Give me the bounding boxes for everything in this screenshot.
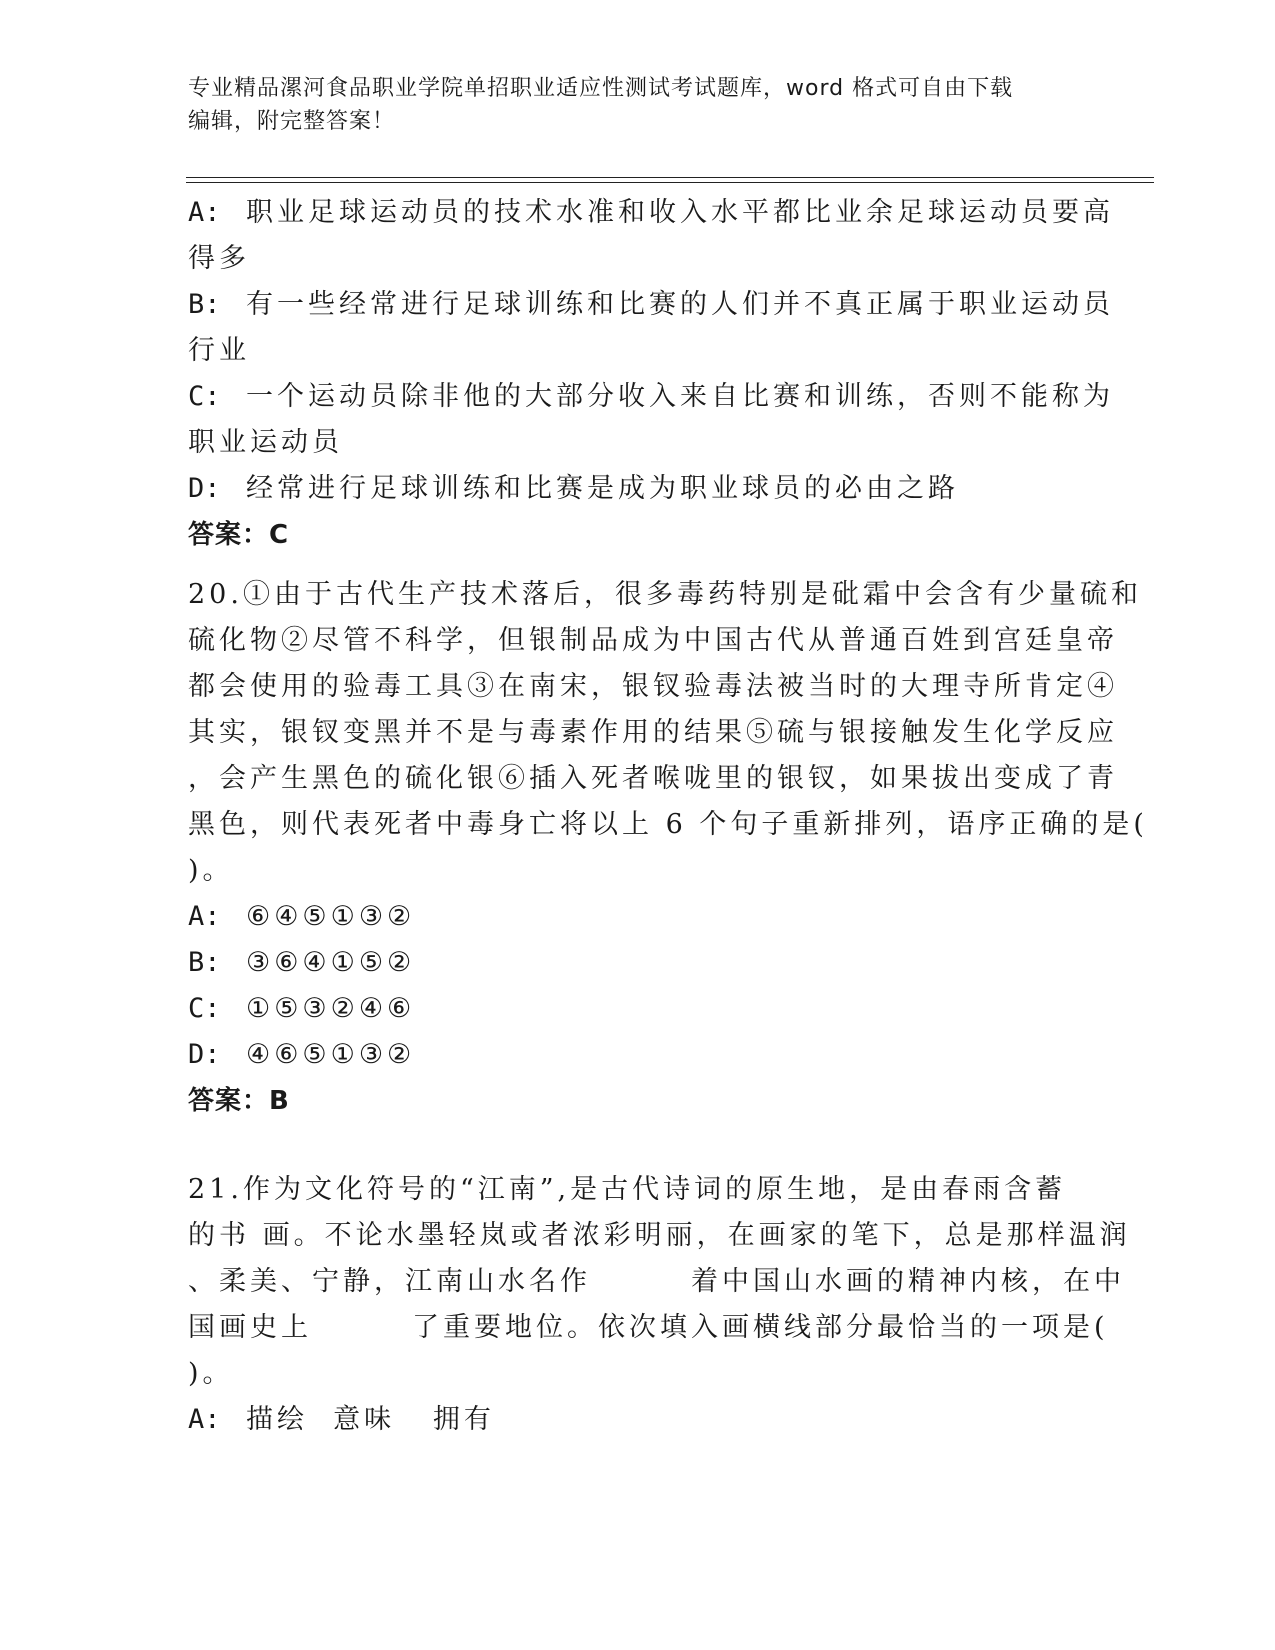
option-a (188, 190, 1114, 236)
answer-line: 答案：C (188, 520, 290, 550)
option-letter: A: (188, 901, 221, 932)
question-text-segment: 着中国山水画的精神内核，在中 (691, 1266, 1125, 1297)
question-text-line: )。 (188, 855, 234, 886)
question-19 (188, 190, 1114, 558)
option-a-text-2: 得多 (188, 243, 250, 274)
option-a-text: ⑥④⑤①③② (246, 901, 416, 932)
question-text-line: 都会使用的验毒工具③在南宋，银钗验毒法被当时的大理寺所肯定④ (188, 671, 1118, 702)
option-letter: B: (188, 947, 221, 978)
option-letter: D: (188, 1039, 221, 1070)
option-c-text-1: 一个运动员除非他的大部分收入来自比赛和训练，否则不能称为 (246, 381, 1114, 412)
option-a-text: 描绘 意味 拥有 (246, 1404, 495, 1435)
option-d (188, 466, 1088, 512)
option-b (188, 940, 1088, 986)
option-letter: B: (188, 289, 221, 320)
option-letter: C: (188, 381, 221, 412)
option-a (188, 894, 1088, 940)
option-a-text-1: 职业足球运动员的技术水准和收入水平都比业余足球运动员要高 (246, 197, 1114, 228)
option-c-text: ①⑤③②④⑥ (246, 993, 416, 1024)
option-b-text-1: 有一些经常进行足球训练和比赛的人们并不真正属于职业运动员 (246, 289, 1114, 320)
header-rule-top (186, 177, 1154, 178)
option-c (188, 986, 1088, 1032)
option-b (188, 282, 1114, 328)
question-text-line: 硫化物②尽管不科学，但银制品成为中国古代从普通百姓到宫廷皇帝 (188, 625, 1118, 656)
question-20 (188, 572, 1148, 1124)
question-text-line (188, 1259, 1125, 1305)
question-text-line: 其实，银钗变黑并不是与毒素作用的结果⑤硫与银接触发生化学反应 (188, 717, 1118, 748)
option-a (188, 1397, 1088, 1443)
question-text-segment: 了重要地位。依次填入画横线部分最恰当的一项是( (412, 1312, 1109, 1343)
option-d-text: 经常进行足球训练和比赛是成为职业球员的必由之路 (246, 473, 959, 504)
option-letter: A: (188, 1404, 221, 1435)
option-b-text: ③⑥④①⑤② (246, 947, 416, 978)
option-b-text-2: 行业 (188, 335, 250, 366)
header-rule-bottom (186, 182, 1154, 183)
option-letter: C: (188, 993, 221, 1024)
question-text-segment: 、柔美、宁静，江南山水名作 (188, 1266, 591, 1297)
header-line-2: 编辑，附完整答案！ (188, 109, 396, 134)
question-text-line: 21.作为文化符号的“江南”,是古代诗词的原生地，是由春雨含蓄 (188, 1174, 1067, 1205)
option-d (188, 1032, 1088, 1078)
option-d-text: ④⑥⑤①③② (246, 1039, 416, 1070)
option-letter: D: (188, 473, 221, 504)
question-text-line (188, 1305, 1109, 1351)
option-c-text-2: 职业运动员 (188, 427, 343, 458)
question-text-line: ，会产生黑色的硫化银⑥插入死者喉咙里的银钗，如果拔出变成了青 (188, 763, 1118, 794)
option-c (188, 374, 1114, 420)
question-text-line: 的书 画。不论水墨轻岚或者浓彩明丽，在画家的笔下，总是那样温润 (188, 1220, 1131, 1251)
question-text-line: 黑色，则代表死者中毒身亡将以上 6 个句子重新排列，语序正确的是( (188, 809, 1148, 840)
question-text-segment: 国画史上 (188, 1312, 312, 1343)
question-text-line: )。 (188, 1358, 234, 1389)
question-text-line: 20.①由于古代生产技术落后，很多毒药特别是砒霜中会含有少量硫和 (188, 579, 1142, 610)
option-letter: A: (188, 197, 221, 228)
question-21 (188, 1167, 1131, 1443)
answer-line: 答案：B (188, 1086, 290, 1116)
page-header (188, 72, 1068, 138)
header-line-1: 专业精品漯河食品职业学院单招职业适应性测试考试题库，word 格式可自由下载 (188, 76, 1014, 101)
